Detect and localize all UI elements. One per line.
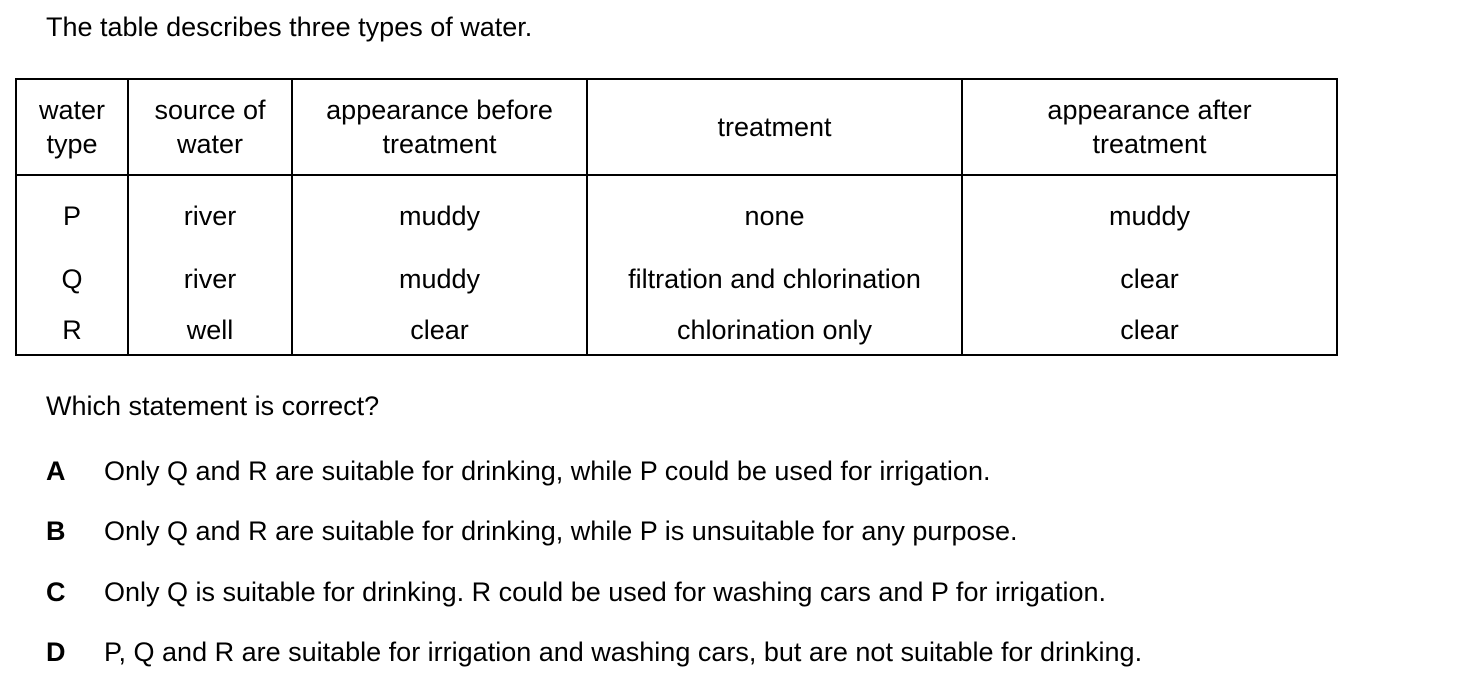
- header-line: appearance after: [1047, 95, 1252, 125]
- cell-water-type: R: [16, 308, 128, 355]
- header-line: source of: [154, 95, 266, 125]
- cell-appearance-before: muddy: [292, 175, 587, 250]
- header-line: water: [176, 129, 244, 159]
- option-b: [46, 514, 1018, 548]
- cell-appearance-before: muddy: [292, 250, 587, 308]
- option-letter: B: [46, 516, 66, 546]
- cell-source: river: [128, 250, 292, 308]
- cell-appearance-after: muddy: [962, 175, 1337, 250]
- option-text: P, Q and R are suitable for irrigation and washing cars, but are not suitable for drinking.: [104, 637, 1143, 667]
- option-letter: C: [46, 577, 66, 607]
- water-types-table: [15, 78, 1338, 356]
- option-text: Only Q and R are suitable for drinking, while P could be used for irrigation.: [104, 456, 991, 486]
- cell-source: river: [128, 175, 292, 250]
- header-line: appearance before: [326, 95, 553, 125]
- cell-treatment: filtration and chlorination: [587, 250, 962, 308]
- option-d: [46, 635, 1142, 669]
- option-c: [46, 575, 1106, 609]
- option-a: [46, 454, 990, 488]
- cell-appearance-after: clear: [962, 250, 1337, 308]
- cell-source: well: [128, 308, 292, 355]
- table-row: [16, 175, 1337, 250]
- header-appearance-after: [962, 79, 1337, 175]
- table-row: [16, 308, 1337, 355]
- cell-water-type: Q: [16, 250, 128, 308]
- intro-text: The table describes three types of water.: [46, 12, 533, 42]
- cell-treatment: chlorination only: [587, 308, 962, 355]
- header-line: treatment: [382, 129, 497, 159]
- header-treatment: [587, 79, 962, 175]
- header-line: water: [38, 95, 106, 125]
- table-row: [16, 250, 1337, 308]
- cell-appearance-before: clear: [292, 308, 587, 355]
- cell-appearance-after: clear: [962, 308, 1337, 355]
- option-letter: D: [46, 637, 66, 667]
- question-text: Which statement is correct?: [46, 391, 380, 421]
- option-letter: A: [46, 456, 66, 486]
- header-line: treatment: [717, 112, 832, 142]
- option-text: Only Q is suitable for drinking. R could be used for washing cars and P for irrigation.: [104, 577, 1106, 607]
- option-text: Only Q and R are suitable for drinking, while P is unsuitable for any purpose.: [104, 516, 1018, 546]
- header-line: type: [46, 129, 98, 159]
- table-header-row: [16, 79, 1337, 175]
- header-source-of-water: [128, 79, 292, 175]
- cell-treatment: none: [587, 175, 962, 250]
- header-line: treatment: [1092, 129, 1207, 159]
- header-appearance-before: [292, 79, 587, 175]
- cell-water-type: P: [16, 175, 128, 250]
- header-water-type: [16, 79, 128, 175]
